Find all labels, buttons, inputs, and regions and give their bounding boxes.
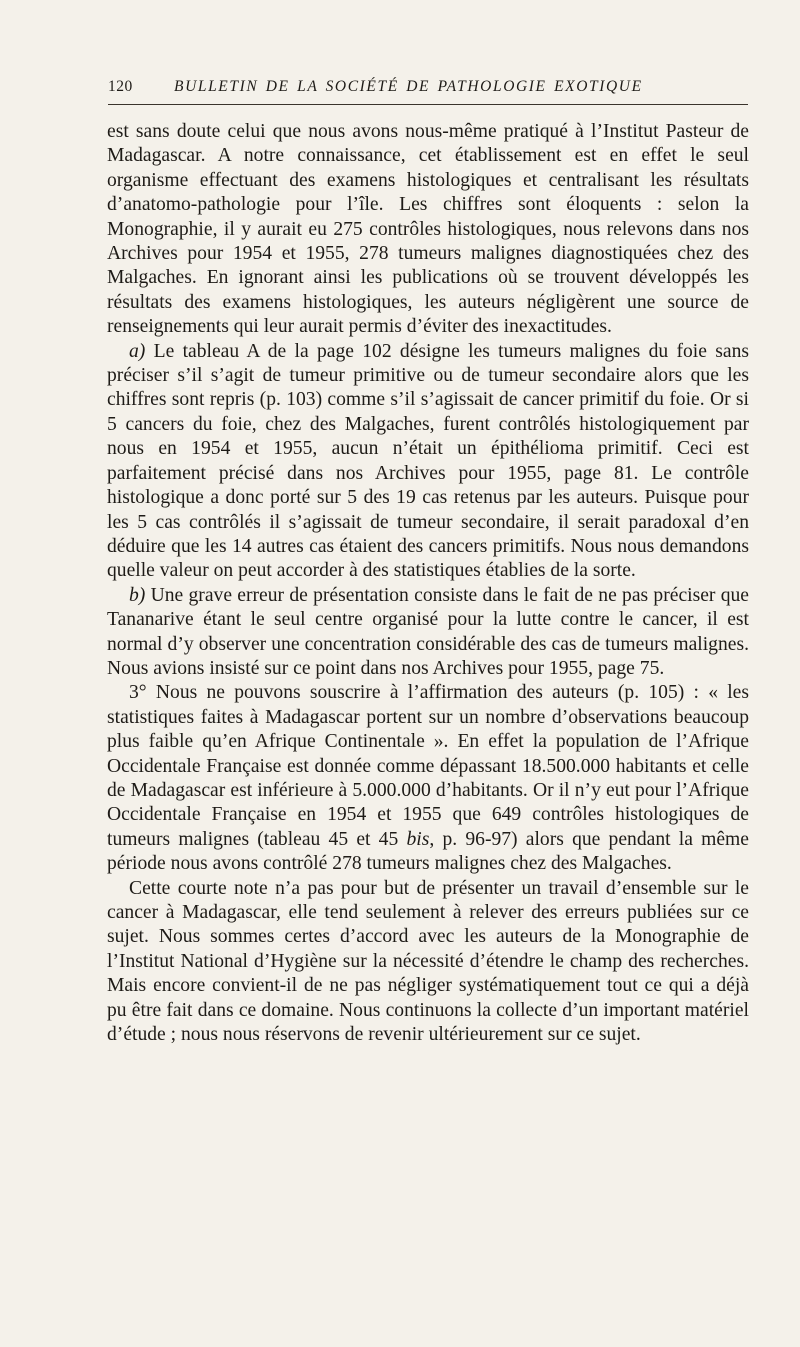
- paragraph-continuation: [107, 120, 749, 340]
- article-body: [107, 120, 749, 1047]
- paragraph-text: 3° Nous ne pouvons souscrire à l’affirmation des auteurs (p. 105) : « les statistiques faites à Madagascar portent sur un nombre d’observations beaucoup plus faible qu’en Afrique Continentale ». En effet la population de l’Afrique Occidentale Française est donnée comme dépassant 18.500.000 habitants et celle de Madagascar est inférieure à 5.000.000 d’habitants. Or il n’y eut pour l’Afrique Occidentale Française en 1954 et 1955 que 649 contrôles histologiques de tumeurs malignes (tableau 45 et 45: [107, 682, 749, 850]
- journal-title: BULLETIN DE LA SOCIÉTÉ DE PATHOLOGIE EXOTIQUE: [174, 78, 643, 95]
- point-label-a: a): [129, 340, 146, 362]
- page-number: 120: [108, 78, 133, 95]
- paragraph-text: Le tableau A de la page 102 désigne les tumeurs malignes du foie sans préciser s’il s’agit de tumeur primitive ou de tumeur secondaire alors que les chiffres sont repris (p. 103) comme s’il s’agissait de cancer primitif du foie. Or si 5 cancers du foie, chez des Malgaches, furent contrôlés histologiquement par nous en 1954 et 1955, aucun n’était un épithélioma primitif. Ceci est parfaitement précisé dans nos Archives pour 1955, page 81. Le contrôle histologique a donc porté sur 5 des 19 cas retenus par les auteurs. Puisque pour les 5 cas contrôlés il s’agissait de tumeur secondaire, il serait paradoxal d’en déduire que les 14 autres cas étaient des cancers primitifs. Nous nous demandons quelle valeur on peut accorder à des statistiques établies de la sorte.: [107, 340, 749, 582]
- paragraph-italic-bis: bis: [406, 828, 430, 850]
- paragraph-point-3: [107, 681, 749, 876]
- paragraph-text-after: , p. 96-97) alors que pendant la même période nous avons contrôlé 278 tumeurs malignes chez des Malgaches.: [107, 828, 749, 875]
- paragraph-text: est sans doute celui que nous avons nous-même pratiqué à l’Institut Pasteur de Madagascar. A notre connaissance, cet établissement est en effet le seul organisme effectuant des examens histologiques et centralisant les résultats d’anatomo-pathologie pour l’île. Les chiffres sont éloquents : selon la Monographie, il y aurait eu 275 contrôles histologiques, nous relevons dans nos Archives pour 1954 et 1955, 278 tumeurs malignes diagnostiquées chez des Malgaches. En ignorant ainsi les publications où se trouvent développés les résultats des examens histologiques, les auteurs négligèrent une source de renseignements qui leur aurait permis d’éviter des inexactitudes.: [107, 121, 749, 338]
- header-rule: [108, 104, 748, 105]
- paragraph-conclusion: [107, 877, 749, 1048]
- paragraph-point-a: [107, 340, 749, 584]
- paragraph-point-b: [107, 584, 749, 682]
- paragraph-text: Cette courte note n’a pas pour but de présenter un travail d’ensemble sur le cancer à Madagascar, elle tend seulement à relever des erreurs publiées sur ce sujet. Nous sommes certes d’accord avec les auteurs de la Monographie de l’Institut National d’Hygiène sur la nécessité d’étendre le champ des recherches. Mais encore convient-il de ne pas négliger systématiquement tout ce qui a déjà pu être fait dans ce domaine. Nous continuons la collecte d’un important matériel d’étude ; nous nous réservons de revenir ultérieurement sur ce sujet.: [107, 877, 749, 1046]
- paragraph-text: Une grave erreur de présentation consiste dans le fait de ne pas préciser que Tananarive étant le seul centre organisé pour la lutte contre le cancer, il est normal d’y observer une concentration considérable des cas de tumeurs malignes. Nous avions insisté sur ce point dans nos Archives pour 1955, page 75.: [107, 584, 749, 679]
- running-head: [108, 76, 748, 98]
- point-label-b: b): [129, 584, 146, 606]
